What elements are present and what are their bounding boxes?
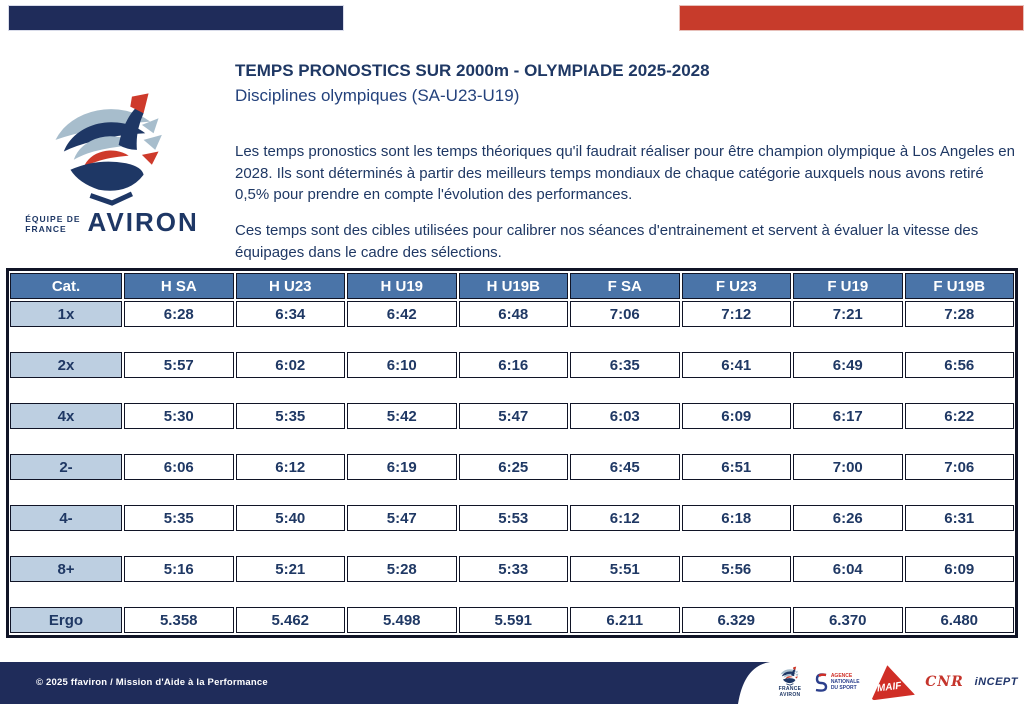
ans-label-2: NATIONALE (830, 679, 860, 685)
table-spacer-row (10, 584, 1014, 605)
column-header: F U19B (905, 273, 1015, 299)
time-cell: 5:57 (124, 352, 234, 378)
table-spacer-row (10, 533, 1014, 554)
prognostic-times-table (6, 268, 1018, 638)
table-row (10, 352, 1014, 378)
time-cell: 5:28 (347, 556, 457, 582)
time-cell: 6:12 (570, 505, 680, 531)
category-cell: 4x (10, 403, 122, 429)
time-cell: 6:25 (459, 454, 569, 480)
category-cell: 2- (10, 454, 122, 480)
equipe-de-france-aviron-logo (14, 90, 210, 237)
maif-logo (870, 665, 914, 699)
time-cell: 6:10 (347, 352, 457, 378)
time-cell: 5.591 (459, 607, 569, 633)
maif-label: MAIF (876, 680, 903, 695)
logo-org-line2: FRANCE (25, 224, 67, 234)
time-cell: 7:00 (793, 454, 903, 480)
time-cell: 6:51 (682, 454, 792, 480)
time-cell: 6:03 (570, 403, 680, 429)
table-row (10, 454, 1014, 480)
time-cell: 6:41 (682, 352, 792, 378)
time-cell: 6:56 (905, 352, 1015, 378)
time-cell: 7:12 (682, 301, 792, 327)
column-header: H U23 (236, 273, 346, 299)
table-row (10, 556, 1014, 582)
time-cell: 6.370 (793, 607, 903, 633)
time-cell: 5:16 (124, 556, 234, 582)
category-cell: Ergo (10, 607, 122, 633)
table-spacer-row (10, 380, 1014, 401)
table-spacer-row (10, 329, 1014, 350)
ans-s-icon (813, 671, 829, 693)
footer-copyright: © 2025 ffaviron / Mission d'Aide à la Performance (36, 677, 268, 688)
time-cell: 6.480 (905, 607, 1015, 633)
time-cell: 6:45 (570, 454, 680, 480)
time-cell: 6:18 (682, 505, 792, 531)
category-cell: 4- (10, 505, 122, 531)
logo-org-small (25, 214, 80, 234)
time-cell: 6:42 (347, 301, 457, 327)
time-cell: 6:12 (236, 454, 346, 480)
incept-label: iNCEPT (974, 676, 1018, 688)
time-cell: 6:19 (347, 454, 457, 480)
time-cell: 6:02 (236, 352, 346, 378)
time-cell: 6.211 (570, 607, 680, 633)
agence-nationale-du-sport-logo (813, 671, 860, 693)
intro-paragraph-1: Les temps pronostics sont les temps théoriques qu'il faudrait réaliser pour être champion olympique à Los Angeles en 2028. Ils sont déterminés à partir des meilleurs temps mondiaux de chaque catégorie auxquels nous avons retiré 0,5% pour prendre en compte l'évolution des performances. (235, 143, 1015, 203)
column-header: H SA (124, 273, 234, 299)
time-cell: 5:35 (236, 403, 346, 429)
table-spacer-row (10, 431, 1014, 452)
france-aviron-rooster-icon (778, 666, 802, 686)
time-cell: 6:06 (124, 454, 234, 480)
time-cell: 6:22 (905, 403, 1015, 429)
time-cell: 6:17 (793, 403, 903, 429)
time-cell: 7:06 (905, 454, 1015, 480)
table-row (10, 607, 1014, 633)
time-cell: 5:21 (236, 556, 346, 582)
time-cell: 5:47 (347, 505, 457, 531)
column-header: H U19B (459, 273, 569, 299)
time-cell: 7:06 (570, 301, 680, 327)
time-cell: 6:31 (905, 505, 1015, 531)
time-cell: 5:42 (347, 403, 457, 429)
time-cell: 6:09 (682, 403, 792, 429)
time-cell: 5:51 (570, 556, 680, 582)
time-cell: 6:16 (459, 352, 569, 378)
france-aviron-logo (778, 666, 802, 698)
time-cell: 6:28 (124, 301, 234, 327)
logo-org-line1: ÉQUIPE DE (25, 214, 81, 224)
column-header: F SA (570, 273, 680, 299)
cnr-logo (925, 674, 964, 690)
time-cell: 5.498 (347, 607, 457, 633)
footer-partner-logos (778, 660, 1018, 704)
page-title: TEMPS PRONOSTICS SUR 2000m - OLYMPIADE 2025-2028 (235, 61, 710, 80)
incept-logo (975, 676, 1018, 688)
column-header: H U19 (347, 273, 457, 299)
time-cell: 6:48 (459, 301, 569, 327)
table-header-row (10, 273, 1014, 299)
time-cell: 6.329 (682, 607, 792, 633)
category-cell: 1x (10, 301, 122, 327)
time-cell: 5:30 (124, 403, 234, 429)
time-cell: 6:09 (905, 556, 1015, 582)
top-left-navy-bar (8, 5, 344, 31)
ans-label-3: DU SPORT (830, 685, 857, 691)
time-cell: 5:33 (459, 556, 569, 582)
time-cell: 7:28 (905, 301, 1015, 327)
ans-label-1: AGENCE (830, 673, 853, 679)
table-spacer-row (10, 482, 1014, 503)
rooster-logo-icon (42, 90, 182, 208)
page-subtitle: Disciplines olympiques (SA-U23-U19) (235, 86, 520, 105)
table-row (10, 301, 1014, 327)
time-cell: 6:49 (793, 352, 903, 378)
table-row (10, 403, 1014, 429)
column-header: F U19 (793, 273, 903, 299)
time-cell: 5.462 (236, 607, 346, 633)
time-cell: 5:35 (124, 505, 234, 531)
france-aviron-label-2: AVIRON (779, 692, 801, 698)
time-cell: 6:34 (236, 301, 346, 327)
column-header: F U23 (682, 273, 792, 299)
logo-wordmark (14, 207, 210, 237)
time-cell: 6:26 (793, 505, 903, 531)
column-header-cat: Cat. (10, 273, 122, 299)
cnr-label: CNR (925, 674, 964, 690)
category-cell: 2x (10, 352, 122, 378)
time-cell: 6:35 (570, 352, 680, 378)
category-cell: 8+ (10, 556, 122, 582)
logo-org-name: AVIRON (87, 207, 199, 237)
time-cell: 5:53 (459, 505, 569, 531)
intro-paragraph-2: Ces temps sont des cibles utilisées pour calibrer nos séances d'entrainement et servent à évaluer la vitesse des équipages dans le cadre des sélections. (235, 222, 979, 261)
time-cell: 5.358 (124, 607, 234, 633)
time-cell: 7:21 (793, 301, 903, 327)
france-aviron-label-1: FRANCE (778, 686, 802, 692)
time-cell: 5:40 (236, 505, 346, 531)
table-row (10, 505, 1014, 531)
time-cell: 6:04 (793, 556, 903, 582)
time-cell: 5:56 (682, 556, 792, 582)
time-cell: 5:47 (459, 403, 569, 429)
top-right-red-bar (679, 5, 1024, 31)
